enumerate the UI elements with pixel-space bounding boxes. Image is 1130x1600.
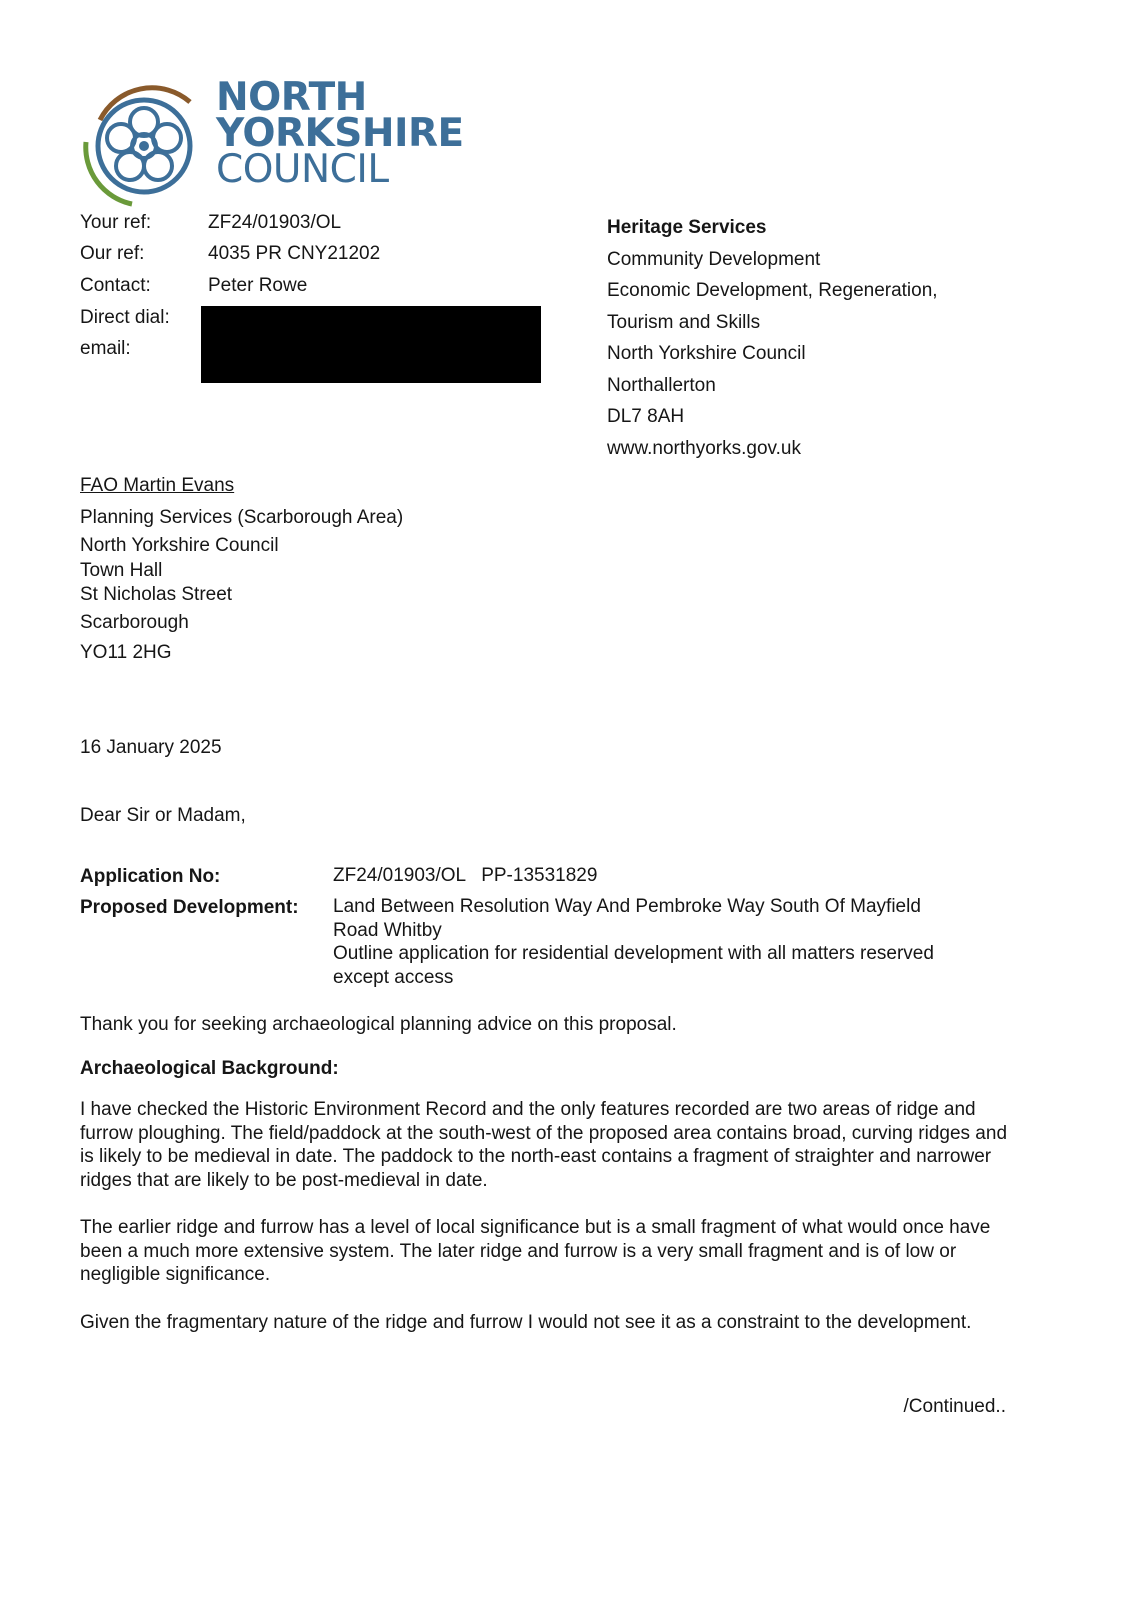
development-line: Outline application for residential development with all matters reserved [333, 943, 934, 964]
sender-line: DL7 8AH [607, 406, 685, 427]
recipient-line: Planning Services (Scarborough Area) [80, 506, 404, 528]
logo-line-yorkshire: YORKSHIRE [216, 111, 464, 156]
sender-line: Economic Development, Regeneration, [607, 280, 938, 301]
contact-label: Contact: [80, 275, 151, 296]
letter-date: 16 January 2025 [80, 737, 222, 758]
recipient-line: Scarborough [80, 611, 189, 633]
sender-line: Northallerton [607, 374, 716, 396]
development-line: except access [333, 966, 454, 988]
salutation: Dear Sir or Madam, [80, 805, 246, 826]
development-line: Road Whitby [333, 919, 442, 941]
recipient-line: North Yorkshire Council [80, 535, 279, 557]
application-no-label: Application No: [80, 866, 221, 887]
proposed-development-label: Proposed Development: [80, 897, 299, 918]
email-label: email: [80, 338, 131, 359]
recipient-line: YO11 2HG [80, 641, 172, 663]
sender-line: North Yorkshire Council [607, 343, 806, 364]
development-line: Land Between Resolution Way And Pembroke Way South Of Mayfield [333, 896, 921, 917]
recipient-address [80, 474, 403, 665]
yorkshire-rose-icon [80, 80, 210, 208]
sender-address [607, 212, 938, 464]
direct-dial-label: Direct dial: [80, 307, 170, 328]
sender-line: Tourism and Skills [607, 311, 761, 333]
recipient-line: Town Hall [80, 559, 163, 581]
thanks-paragraph: Thank you for seeking archaeological planning advice on this proposal. [80, 1014, 677, 1035]
recipient-fao: FAO Martin Evans [80, 475, 235, 496]
contact-value: Peter Rowe [208, 275, 308, 296]
continued-marker: /Continued.. [903, 1396, 1006, 1417]
body-paragraph-3: Given the fragmentary nature of the ridge and furrow I would not see it as a constraint to the development. [80, 1312, 972, 1333]
our-ref-label: Our ref: [80, 243, 145, 264]
sender-department: Heritage Services [607, 217, 767, 238]
proposed-development-value [333, 895, 993, 989]
section-heading: Archaeological Background: [80, 1058, 339, 1079]
redaction-box [201, 306, 541, 383]
logo-line-north: NORTH [216, 75, 367, 120]
your-ref-value: ZF24/01903/OL [208, 212, 342, 233]
sender-website: www.northyorks.gov.uk [607, 437, 801, 459]
body-paragraph-2: The earlier ridge and furrow has a level of local significance but is a small fragment of what would once have been a much more extensive system. The later ridge and furrow is a very small fragment and is of low or negligible significance. [80, 1217, 991, 1285]
sender-line: Community Development [607, 248, 821, 270]
recipient-line: St Nicholas Street [80, 584, 233, 606]
body-paragraph-1: I have checked the Historic Environment Record and the only features recorded are two areas of ridge and furrow ploughing. The field/paddock at the south-west of the proposed area contains broad, curving ridges and is likely to be medieval in date. The paddock to the north-east contains a fragment of straighter and narrower ridges that are likely to be post-medieval in date. [80, 1099, 1008, 1191]
our-ref-value: 4035 PR CNY21202 [208, 243, 381, 264]
application-no-value: ZF24/01903/OL PP-13531829 [333, 865, 598, 886]
your-ref-label: Your ref: [80, 212, 152, 233]
logo-line-council: COUNCIL [216, 147, 389, 192]
council-logo [80, 75, 464, 208]
